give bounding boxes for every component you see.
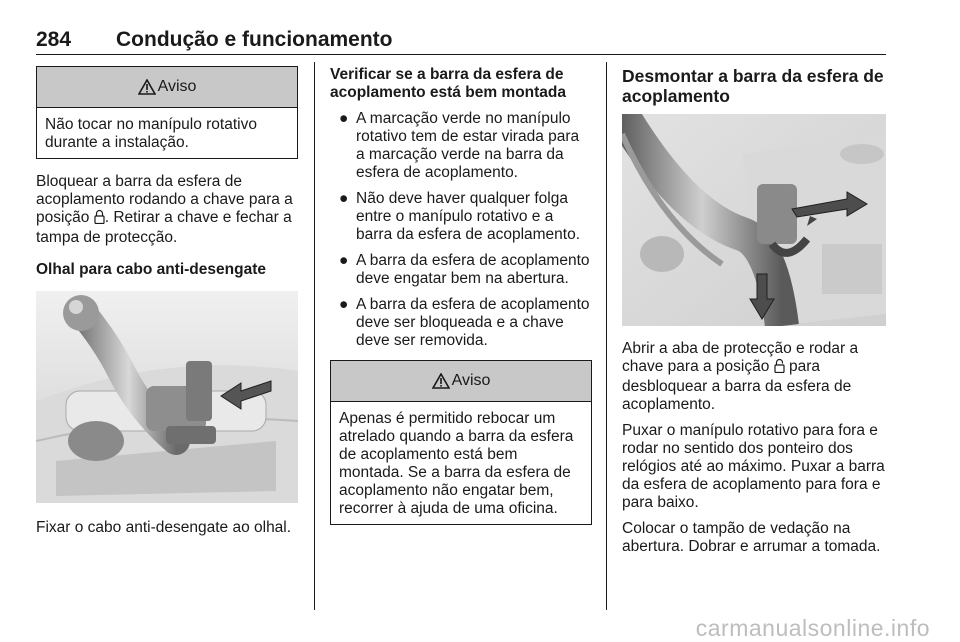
paragraph-text-end: para desbloquear a barra da esfera de acoplamento.	[622, 358, 852, 413]
lock-closed-icon	[94, 209, 105, 229]
figure-removal	[622, 114, 886, 326]
page-number: 284	[36, 28, 72, 51]
column-divider-1	[314, 62, 315, 610]
bullet: ●	[339, 252, 349, 269]
warning-text: Apenas é permitido rebocar um atrelado quando a barra da esfera de acoplamento está bem montada. Se a barra da esfera de acoplamento não engatar bem, recorrer à ajuda de uma oficina.	[339, 410, 574, 517]
list-item-text: Não deve haver qualquer folga entre o manípulo rotativo e a barra da esfera de acoplamento.	[356, 190, 581, 243]
figure-removal-illustration	[622, 114, 886, 326]
figure-eyelet	[36, 291, 298, 503]
column-left	[36, 66, 298, 545]
warning-triangle-icon	[432, 373, 450, 389]
list-item	[330, 190, 592, 244]
paragraph-unlock	[622, 340, 886, 414]
list-item-text: A barra da esfera de acoplamento deve ser bloqueada e a chave deve ser removida.	[356, 296, 590, 349]
paragraph-text: Abrir a aba de protecção e rodar a chave para a posição	[622, 340, 859, 375]
list-item-text: A barra da esfera de acoplamento deve engatar bem na abertura.	[356, 252, 590, 287]
figure-eyelet-illustration	[36, 291, 298, 503]
page-header	[36, 28, 886, 54]
warning-box	[36, 66, 298, 159]
paragraph-text-end: . Retirar a chave e fechar a tampa de protecção.	[36, 209, 292, 246]
list-item	[330, 252, 592, 288]
warning-text: Não tocar no manípulo rotativo durante a instalação.	[45, 116, 257, 151]
bullet: ●	[339, 296, 349, 313]
watermark: carmanualsonline.info	[695, 615, 930, 641]
list-item	[330, 110, 592, 182]
list-item	[330, 296, 592, 350]
section-heading-check: Verificar se a barra da esfera de acoplamento está bem montada	[330, 66, 567, 101]
paragraph-text: Bloquear a barra da esfera de acoplamento rodando a chave para a posição	[36, 173, 293, 226]
warning-title: Aviso	[451, 372, 491, 389]
figure-caption: Fixar o cabo anti-desengate ao olhal.	[36, 519, 292, 536]
paragraph-lock	[36, 173, 298, 247]
paragraph-seal: Colocar o tampão de vedação na abertura. Dobrar e arrumar a tomada.	[622, 520, 881, 555]
warning-title: Aviso	[157, 78, 197, 95]
bullet: ●	[339, 110, 349, 127]
section-heading-eyelet: Olhal para cabo anti-desengate	[36, 261, 266, 278]
column-divider-2	[606, 62, 607, 610]
lock-open-icon	[774, 358, 785, 378]
check-list	[330, 110, 592, 350]
column-right	[622, 66, 886, 564]
column-middle	[330, 66, 592, 539]
warning-box	[330, 360, 592, 525]
list-item-text: A marcação verde no manípulo rotativo tem de estar virada para a marcação verde na barra da esfera de acoplamento.	[356, 110, 580, 181]
warning-header	[331, 361, 591, 402]
chapter-title: Condução e funcionamento	[116, 28, 393, 51]
bullet: ●	[339, 190, 349, 207]
section-heading-remove: Desmontar a barra da esfera de acoplamento	[622, 66, 884, 106]
warning-header	[37, 67, 297, 108]
warning-triangle-icon	[138, 79, 156, 95]
header-rule	[36, 54, 886, 55]
paragraph-pull: Puxar o manípulo rotativo para fora e rodar no sentido dos ponteiro dos relógios até ao máximo. Puxar a barra da esfera de acoplamento para fora e para baixo.	[622, 422, 885, 511]
